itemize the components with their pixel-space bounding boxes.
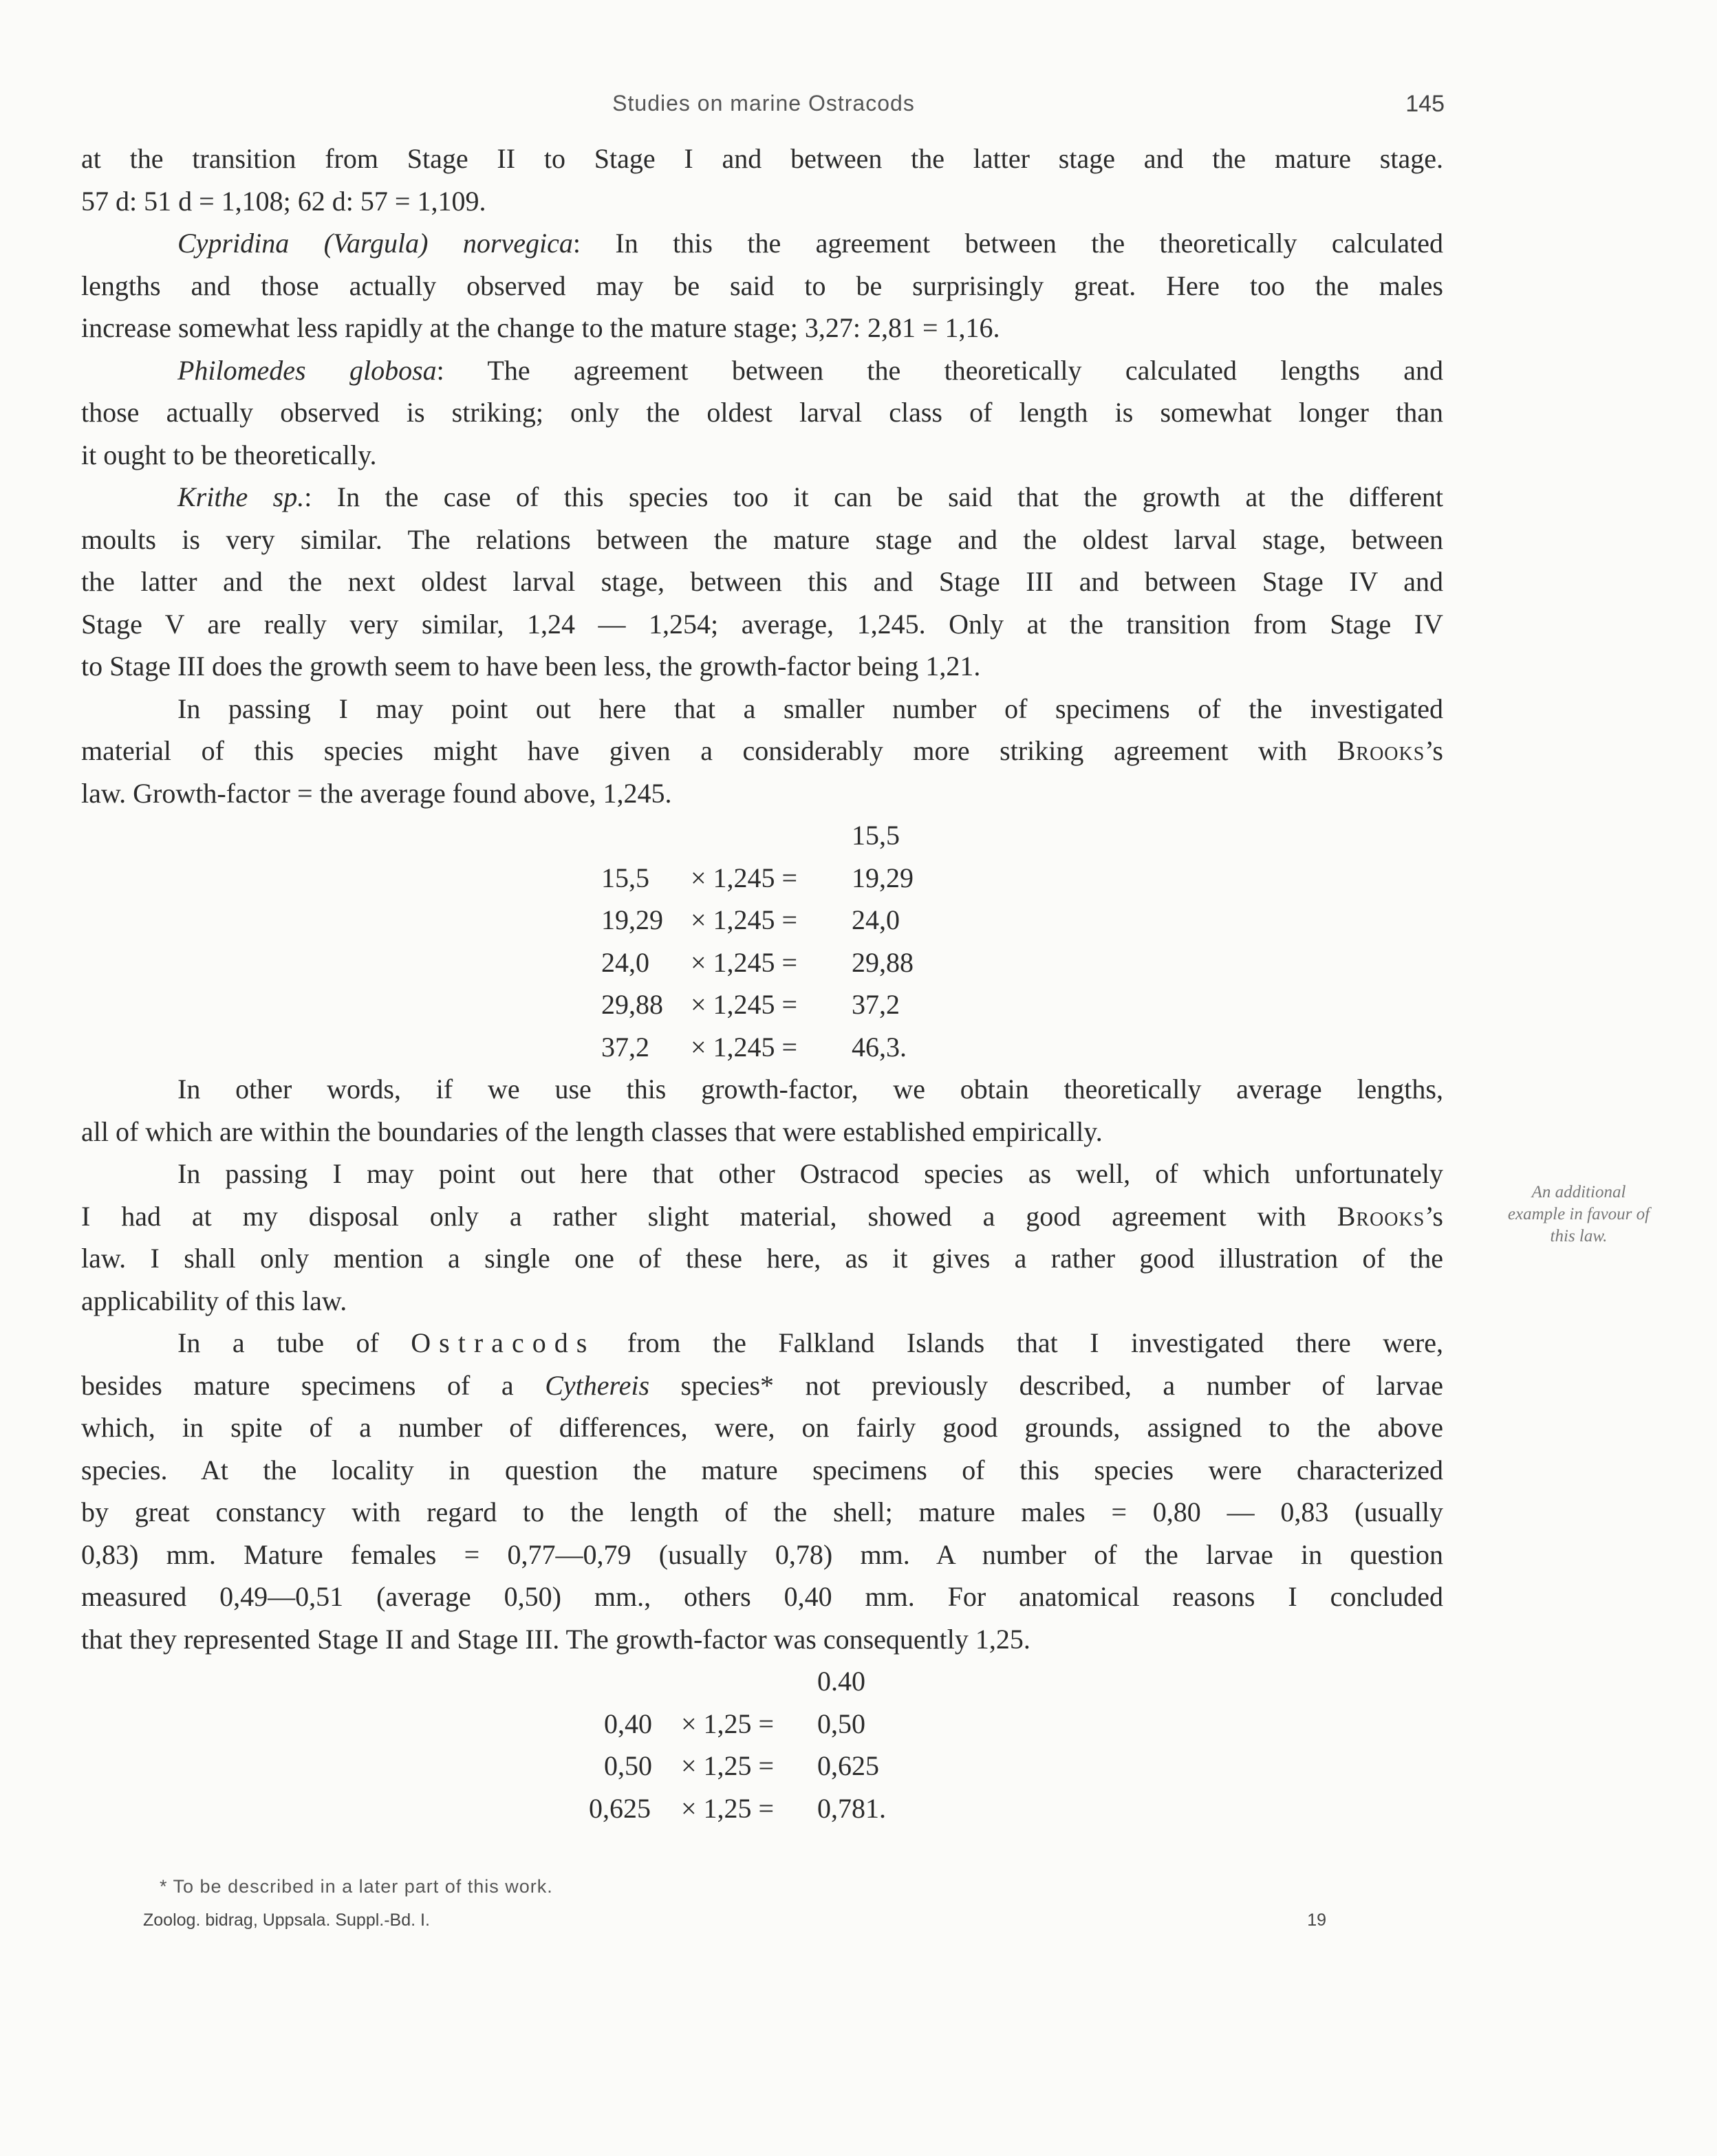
author-name: Brooks (1337, 735, 1425, 766)
text-line: law. I shall only mention a single one of these here, as it gives a rather good illustration of the (81, 1243, 1443, 1274)
text-line: material of this species might have given a considerably more striking agreement with Brooks’s (81, 735, 1443, 766)
text-line: measured 0,49—0,51 (average 0,50) mm., others 0,40 mm. For anatomical reasons I concluded (81, 1581, 1443, 1612)
text-line: Philomedes globosa: The agreement between the theoretically calculated lengths and (177, 354, 1443, 386)
text-line: by great constancy with regard to the length of the shell; mature males = 0,80 — 0,83 (usually (81, 1496, 1443, 1527)
running-title: Studies on marine Ostracods (612, 91, 915, 116)
text-line: 57 d: 51 d = 1,108; 62 d: 57 = 1,109. (81, 185, 486, 217)
text-line: In other words, if we use this growth-factor, we obtain theoretically average lengths, (177, 1074, 1443, 1104)
signature-number: 19 (1307, 1910, 1326, 1930)
text-line: lengths and those actually observed may be said to be surprisingly great. Here too the males (81, 270, 1443, 301)
margin-note: An additional example in favour of this law. (1507, 1183, 1650, 1245)
calc-start: 0.40 (817, 1666, 865, 1697)
text-line: increase somewhat less rapidly at the change to the mature stage; 3,27: 2,81 = 1,16. (81, 312, 1000, 343)
species-name: Philomedes globosa (177, 354, 437, 386)
calc-row: 0,40 × 1,25 = 0,50 (604, 1708, 865, 1739)
species-name: Krithe sp. (177, 481, 305, 512)
main-text (81, 138, 1443, 1829)
calc-row: 37,2 × 1,245 = 46,3. (601, 1031, 907, 1063)
text-line: law. Growth-factor = the average found above, 1,245. (81, 777, 672, 809)
text-line: Stage V are really very similar, 1,24 — 1,254; average, 1,245. Only at the transition from Stage IV (81, 608, 1443, 640)
running-header (83, 91, 1445, 124)
text-line: the latter and the next oldest larval stage, between this and Stage III and between Stage IV and (81, 566, 1443, 597)
text-line: Cypridina (Vargula) norvegica: In this the agreement between the theoretically calculated (177, 228, 1443, 259)
calc-start: 15,5 (852, 820, 900, 851)
page-number: 145 (1405, 91, 1445, 117)
text-line: all of which are within the boundaries of the length classes that were established empirically. (81, 1115, 1103, 1147)
text-line: it ought to be theoretically. (81, 439, 377, 470)
text-line: 0,83) mm. Mature females = 0,77—0,79 (usually 0,78) mm. A number of the larvae in question (81, 1538, 1443, 1570)
text-line: Krithe sp.: In the case of this species too it can be said that the growth at the different (177, 481, 1443, 512)
text-line: applicability of this law. (81, 1285, 347, 1316)
text-line: moults is very similar. The relations between the mature stage and the oldest larval stage, between (81, 523, 1443, 555)
calc-row: 24,0 × 1,245 = 29,88 (601, 946, 914, 978)
calc-row: 0,50 × 1,25 = 0,625 (604, 1750, 879, 1781)
text-line: besides mature specimens of a Cythereis species* not previously described, a number of larvae (81, 1369, 1443, 1401)
calculation-2 (81, 1660, 1443, 1829)
text-line: which, in spite of a number of differences, were, on fairly good grounds, assigned to the above (81, 1412, 1443, 1443)
text-line: In passing I may point out here that other Ostracod species as well, of which unfortunately (177, 1158, 1443, 1189)
calc-row: 15,5 × 1,245 = 19,29 (601, 862, 914, 893)
calc-row: 19,29 × 1,245 = 24,0 (601, 904, 900, 935)
calc-row: 29,88 × 1,245 = 37,2 (601, 989, 900, 1020)
text-line: I had at my disposal only a rather slight material, showed a good agreement with Brooks’s (81, 1200, 1443, 1232)
text-line: In passing I may point out here that a smaller number of specimens of the investigated (177, 693, 1443, 724)
text-line: at the transition from Stage II to Stage I and between the latter stage and the mature stage. (81, 143, 1443, 174)
species-name: Cypridina (Vargula) norvegica (177, 228, 573, 259)
text-line: those actually observed is striking; only the oldest larval class of length is somewhat longer than (81, 397, 1443, 428)
text-line: species. At the locality in question the mature specimens of this species were characterized (81, 1454, 1443, 1485)
calculation-1 (81, 814, 1443, 1068)
footnote: * To be described in a later part of this work. (160, 1876, 553, 1897)
text-line: In a tube of Ostracods from the Falkland Islands that I investigated there were, (177, 1327, 1443, 1358)
genus-name: Cythereis (545, 1369, 650, 1401)
calc-row: 0,625 × 1,25 = 0,781. (589, 1792, 886, 1824)
spaced-term: Ostracods (411, 1327, 596, 1358)
text-line: to Stage III does the growth seem to have been less, the growth-factor being 1,21. (81, 651, 981, 682)
signature-line: Zoolog. bidrag, Uppsala. Suppl.-Bd. I. 19 (143, 1910, 1326, 1930)
author-name: Brooks (1337, 1200, 1425, 1232)
text-line: that they represented Stage II and Stage III. The growth-factor was consequently 1,25. (81, 1623, 1030, 1655)
